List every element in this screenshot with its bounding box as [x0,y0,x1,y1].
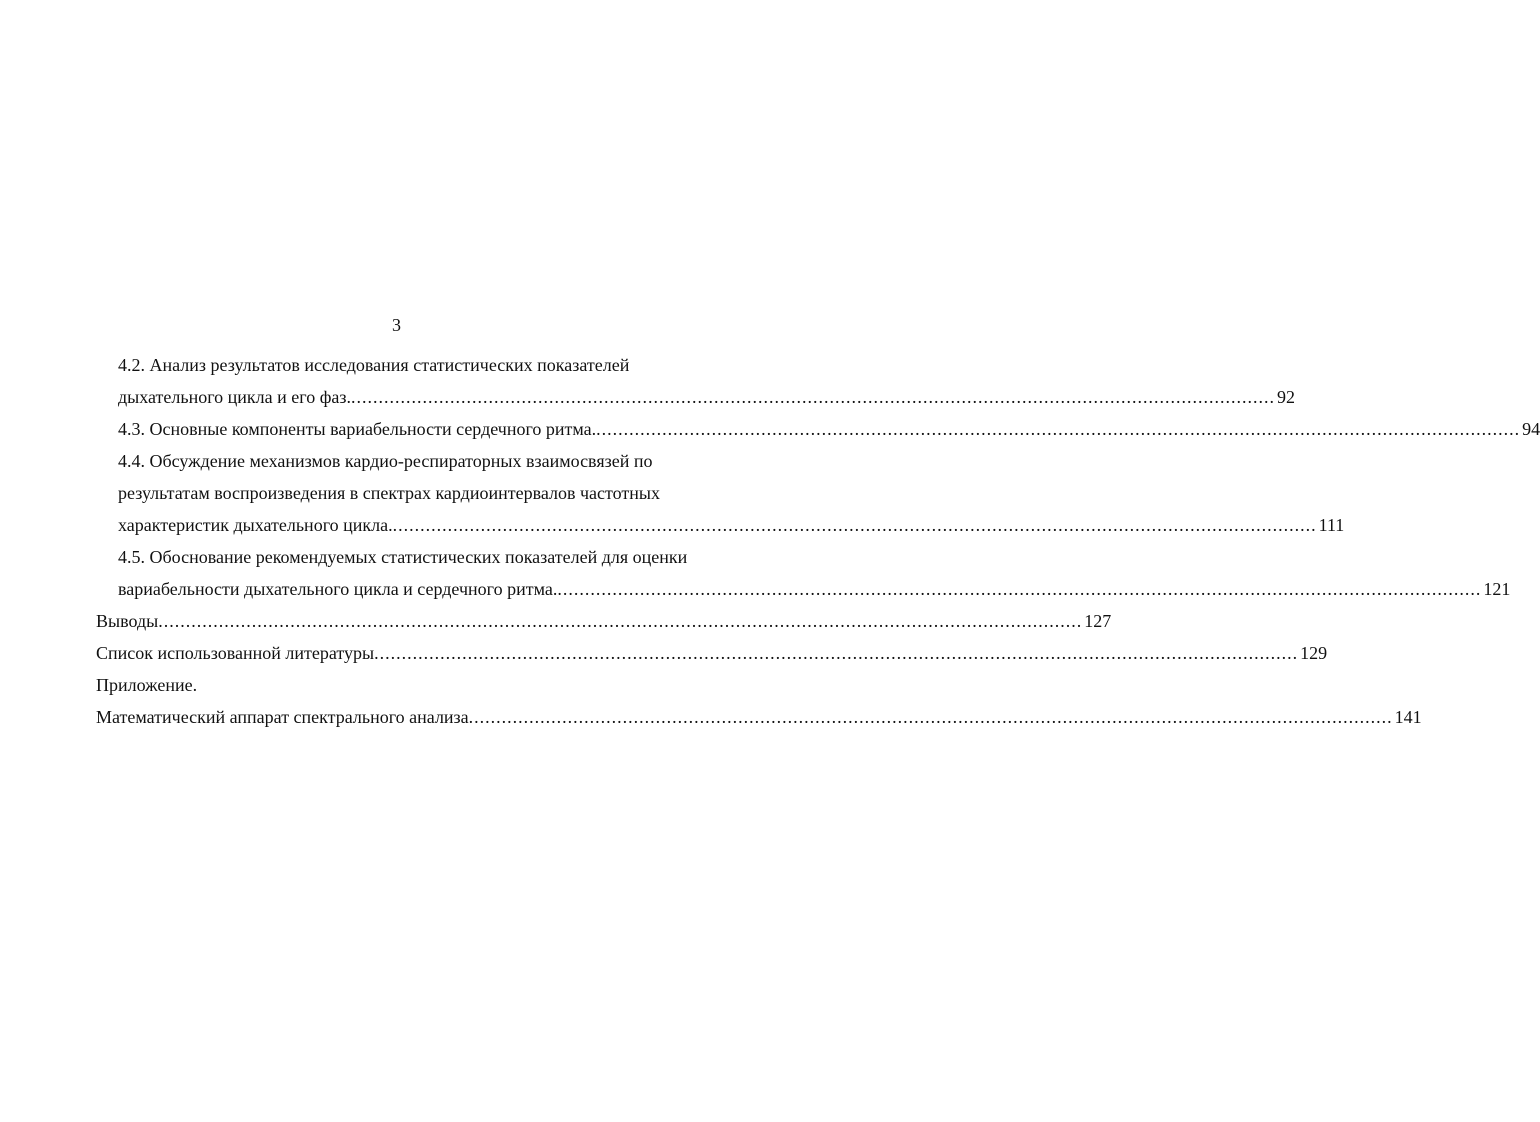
table-of-contents [96,349,1540,733]
toc-entry-appendix-subtitle [96,701,1422,733]
dot-leader: ........................................................................................................................................................................ [596,419,1521,439]
dot-leader: ........................................................................................................................................................................ [557,579,1482,599]
toc-entry-4-2-line2 [96,381,1295,413]
toc-page-number: 141 [1394,707,1422,727]
toc-entry-4-5-line1: 4.5. Обоснование рекомендуемых статистических показателей для оценки [118,547,688,567]
dot-leader: ........................................................................................................................................................................ [374,643,1299,663]
toc-entry-4-4-line2: результатам воспроизведения в спектрах кардиоинтервалов частотных [118,483,660,503]
toc-page-number: 129 [1300,643,1328,663]
page-number: 3 [392,315,401,335]
toc-page-number: 94 [1522,419,1540,439]
toc-entry-text: Выводы [96,611,159,631]
toc-page-number: 92 [1276,387,1295,407]
toc-entry-text: Математический аппарат спектрального анализа [96,707,469,727]
toc-entry-conclusions [96,605,1112,637]
dot-leader: ........................................................................................................................................................................ [468,707,1393,727]
toc-entry-text: дыхательного цикла и его фаз. [118,387,351,407]
dot-leader: ........................................................................................................................................................................ [158,611,1083,631]
toc-entry-4-3 [96,413,1540,445]
toc-entry-text: 4.3. Основные компоненты вариабельности сердечного ритма. [118,419,597,439]
toc-entry-4-4-line1: 4.4. Обсуждение механизмов кардио-респираторных взаимосвязей по [118,451,653,471]
toc-entry-appendix-title: Приложение. [96,675,198,695]
toc-entry-references [96,637,1328,669]
toc-page-number: 127 [1084,611,1112,631]
toc-entry-text: Список использованной литературы [96,643,375,663]
toc-entry-text: характеристик дыхательного цикла. [118,515,393,535]
dot-leader: ........................................................................................................................................................................ [350,387,1275,407]
toc-page-number: 121 [1483,579,1511,599]
toc-entry-4-2-line1: 4.2. Анализ результатов исследования статистических показателей [118,355,630,375]
toc-page-number: 111 [1318,515,1345,535]
dot-leader: ........................................................................................................................................................................ [392,515,1317,535]
toc-entry-4-5-line2 [96,573,1511,605]
toc-entry-text: вариабельности дыхательного цикла и сердечного ритма. [118,579,558,599]
toc-entry-4-4-line3 [96,509,1345,541]
